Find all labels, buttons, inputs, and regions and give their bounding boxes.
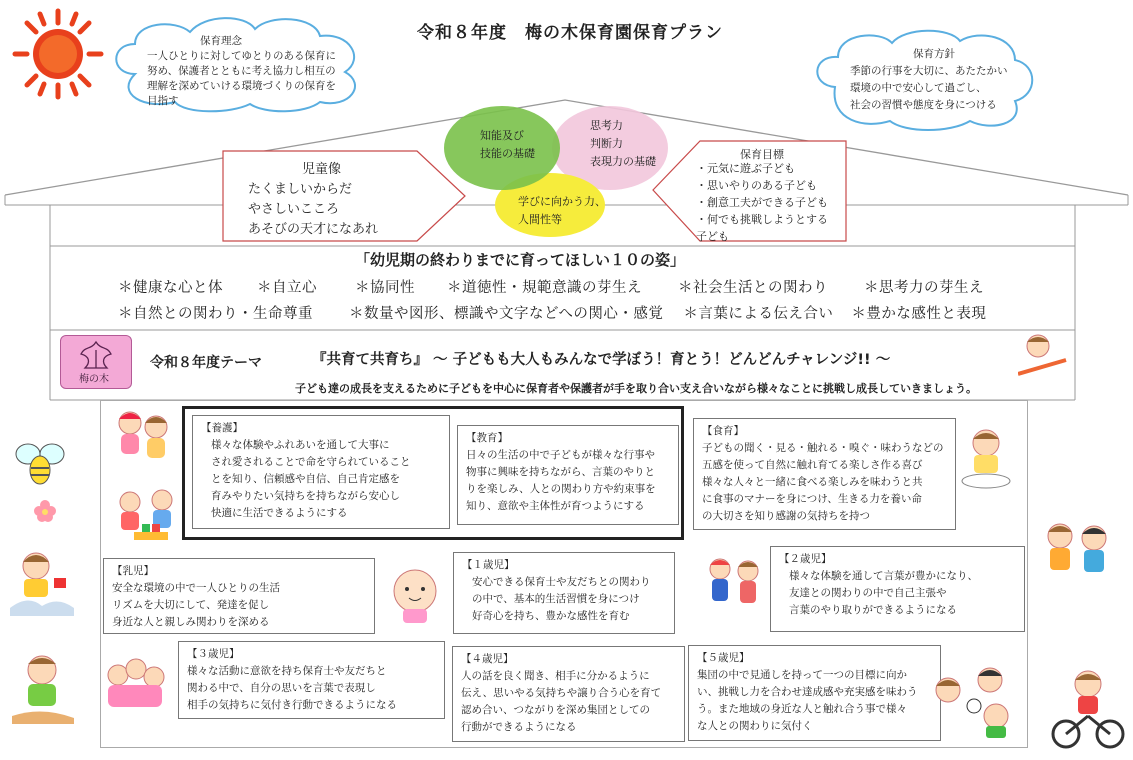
age5-heading: 【５歳児】 [697, 652, 750, 664]
care-goals-heading: 保育目標 [740, 148, 784, 161]
goal-item: ＊協同性 [355, 280, 415, 296]
age4-box [452, 646, 685, 742]
ten-figures-heading: 「幼児期の終わりまでに育ってほしい１０の姿」 [355, 251, 686, 269]
age2-heading: 【２歳児】 [779, 553, 832, 565]
venn-yellow-label: 学びに向かう力、 人間性等 [518, 195, 606, 226]
venn-green-label: 知能及び 技能の基礎 [480, 129, 535, 160]
bee-icon [14, 440, 66, 500]
education-heading: 【教育】 [466, 432, 508, 444]
care-goal-item: ・創意工夫ができる子ども [696, 196, 828, 209]
age3-heading: 【３歳児】 [187, 648, 240, 660]
school-logo [60, 335, 132, 389]
child-image-line: やさしいこころ [248, 202, 340, 217]
sun-icon [12, 8, 104, 100]
infant-heading: 【乳児】 [112, 565, 154, 577]
food-heading: 【食育】 [702, 425, 744, 437]
goal-item: ＊社会生活との関わり [678, 280, 828, 296]
child-slide-illustration [1018, 330, 1068, 378]
theme-text: 『共育て共育ち』 ～ 子どもも大人もみんなで学ぼう！育とう！どんどんチャレンジ!! ～ [312, 352, 891, 368]
goal-item: ＊数量や図形、標識や文字などへの関心・感覚 [349, 306, 664, 322]
food-text: 子どもの聞く・見る・触れる・嗅ぐ・味わうなどの 五感を使って自然に触れ育てる楽しさ作る喜び 様々な人々と一緒に食べる楽しみを味わうと共 に食事のマナーを身につけ、生きる力を養い命 の大切さを知り感謝の気持ちを持つ [702, 442, 944, 522]
age1-text: 安心できる保育士や友だちとの関わり の中で、基本的生活習慣を身につけ 好奇心を持ち、豊かな感性を育む [472, 576, 651, 622]
age3-text: 様々な活動に意欲を持ち保育士や友だちと 関わる中で、自分の思いを言葉で表現し 相手の気持ちに気付き行動できるようになる [187, 665, 397, 711]
infant-text: 安全な環境の中で一人ひとりの生活 リズムを大切にして、発達を促し 身近な人と親しみ関わりを深める [112, 582, 280, 628]
baby-illustration [385, 565, 445, 625]
logo-text: 梅の木 [79, 374, 109, 385]
philosophy-text: 一人ひとりに対してゆとりのある保育に 努め、保護者とともに考え協力し相互の 理解を深めていける環境づくりの保育を 目指す [147, 50, 336, 107]
goal-item: ＊自然との関わり・生命尊重 [118, 306, 313, 322]
care-goal-item: ・思いやりのある子ども [696, 179, 817, 192]
theme-subtext: 子ども達の成長を支えるために子どもを中心に保育者や保護者が手を取り合い支え合いながら様々なことに挑戦し成長していきましょう。 [295, 382, 977, 395]
theme-label: 令和８年度テーマ [150, 355, 262, 371]
age4-text: 人の話を良く聞き、相手に分かるように 伝え、思いやる気持ちや譲り合う心を育て 認め合い、つながりを深め集団としての 行動ができるようになる [461, 670, 662, 733]
goal-item: ＊言葉による伝え合い [683, 306, 834, 322]
child-image-line: あそびの天才になあれ [248, 222, 379, 237]
goal-item: ＊健康な心と体 [118, 280, 223, 296]
policy-heading: 保育方針 [913, 48, 955, 60]
children-running-illustration [1040, 518, 1115, 588]
age1-heading: 【１歳児】 [462, 559, 515, 571]
age5-box [688, 645, 941, 741]
flower-icon [34, 500, 56, 522]
nurturing-heading: 【養護】 [201, 422, 243, 434]
care-goals-list [696, 160, 828, 245]
age3-box [178, 641, 445, 719]
philosophy-cloud [105, 14, 370, 114]
food-box [693, 418, 956, 530]
children-group-illustration [100, 655, 170, 715]
children-illustration [112, 488, 182, 550]
nurturing-box [192, 415, 450, 529]
venn-pink-label: 思考力 判断力 表現力の基礎 [590, 119, 656, 168]
ten-figures-row-1 [118, 276, 984, 297]
children-ball-illustration [930, 660, 1020, 740]
age2-box [770, 546, 1025, 632]
education-box [457, 425, 679, 525]
policy-cloud [810, 25, 1035, 133]
page-title: 令和８年度 梅の木保育園保育プラン [417, 23, 723, 43]
education-text: 日々の生活の中で子どもが様々な行事や 物事に興味を持ちながら、言葉のやりと りを楽しみ、人との関わり方や約束事を 知り、意欲や主体性が育つようにする [466, 449, 656, 512]
goal-item: ＊自立心 [257, 280, 317, 296]
age4-heading: 【４歳児】 [461, 653, 514, 665]
care-goal-item: ・何でも挑戦しようとする 子ども [696, 213, 828, 243]
infant-box [103, 558, 375, 634]
child-image-list [248, 180, 378, 240]
child-bicycle-illustration [1050, 668, 1125, 750]
age2-text: 様々な体験を通して言葉が豊かになり、 友達との関わりの中で自己主張や 言葉のやり取りができるようになる [789, 570, 978, 616]
child-image-heading: 児童像 [302, 162, 342, 177]
care-goal-item: ・元気に遊ぶ子ども [696, 162, 795, 175]
child-eating-illustration [960, 425, 1015, 495]
children-playing-illustration [700, 555, 770, 615]
children-illustration [110, 405, 175, 467]
ten-figures-row-2 [118, 302, 986, 323]
goal-item: ＊思考力の芽生え [864, 280, 984, 296]
child-sandbox-illustration [8, 548, 76, 618]
child-image-line: たくましいからだ [248, 182, 353, 197]
child-sitting-illustration [12, 652, 74, 724]
age1-box [453, 552, 675, 634]
policy-text: 季節の行事を大切に、あたたかい 環境の中で安心して過ごし、 社会の習慣や態度を身につける [850, 65, 1008, 111]
age5-text: 集団の中で見通しを持って一つの目標に向か い、挑戦し力を合わせ達成感や充実感を味わう う。また地域の身近な人と触れ合う事で様々 な人との関わりに気付く [697, 669, 918, 732]
philosophy-heading: 保育理念 [200, 35, 242, 47]
goal-item: ＊豊かな感性と表現 [851, 306, 987, 322]
goal-item: ＊道徳性・規範意識の芽生え [447, 280, 642, 296]
nurturing-text: 様々な体験やふれあいを通して大事に され愛されることで命を守られていること とを知り、信頼感や自信、自己肯定感を 育みやりたい気持ちを持ちながら安心し 快適に生活できるようにする [211, 439, 411, 519]
